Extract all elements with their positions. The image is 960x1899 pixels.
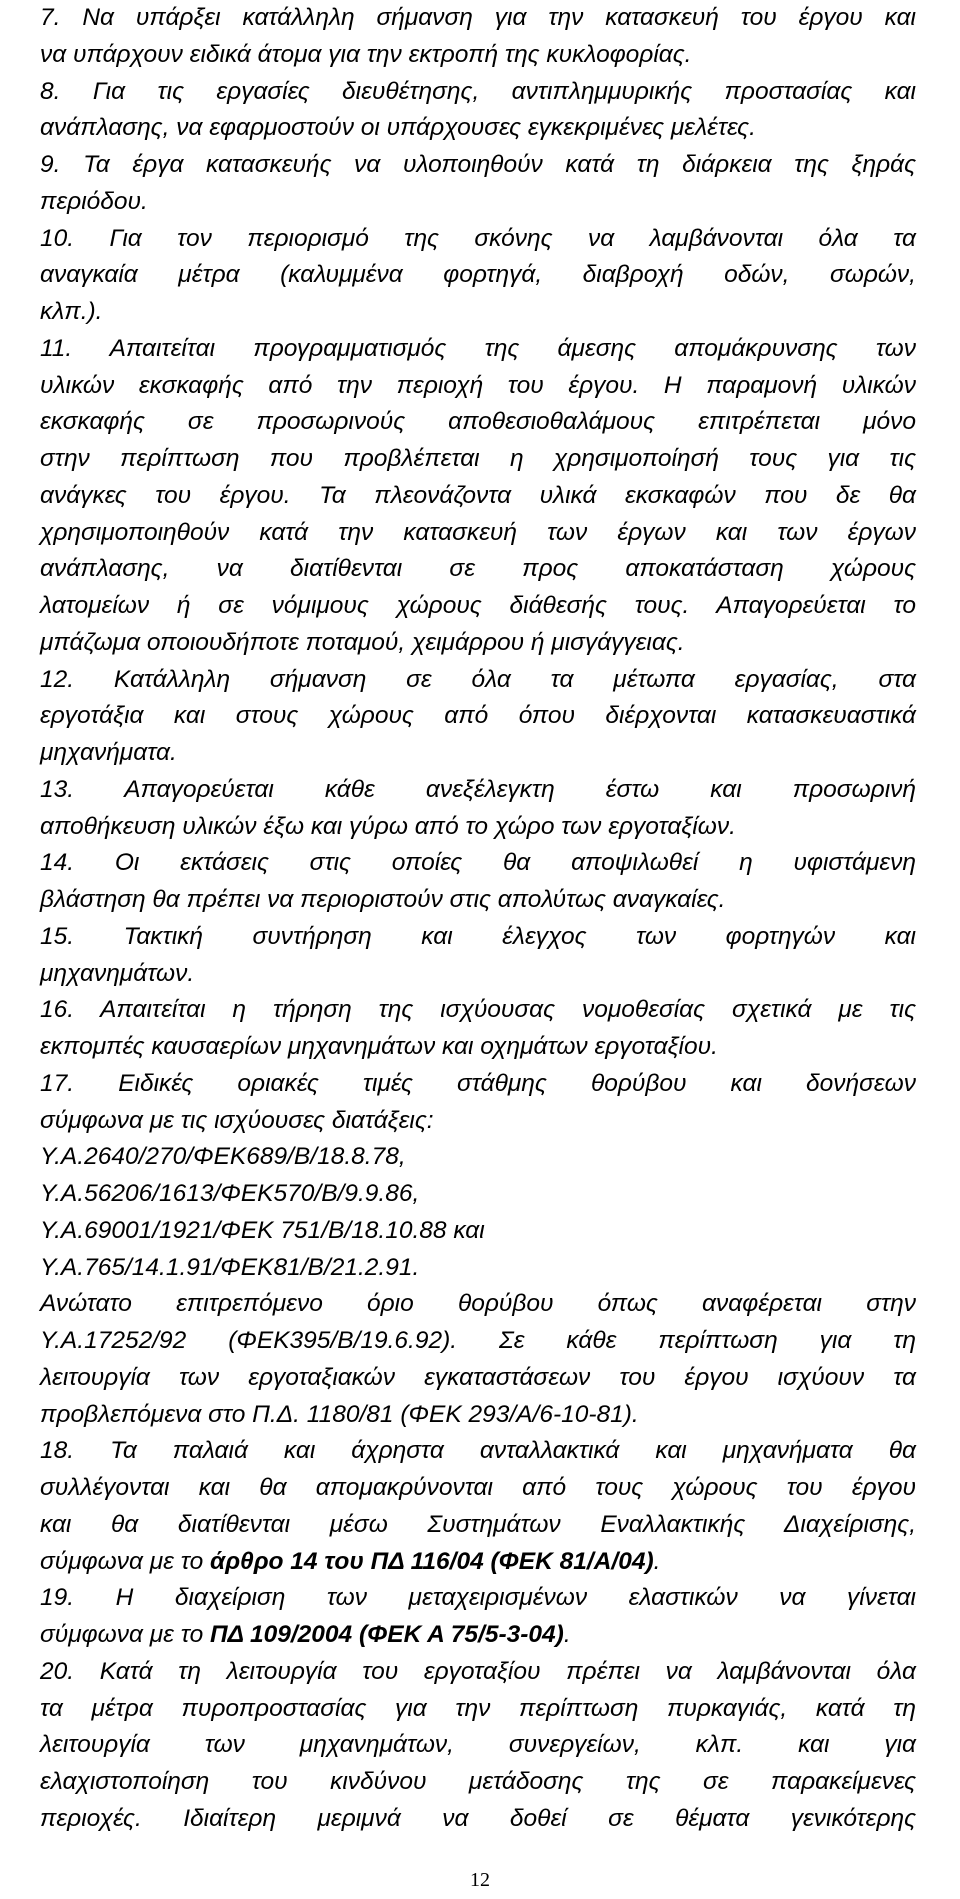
item-text: Ειδικές οριακές τιμές στάθμης θορύβου και δονήσεων	[118, 1069, 917, 1097]
item-7-line-2: να υπάρχουν ειδικά άτομα για την εκτροπή της κυκλοφορίας.	[40, 40, 692, 68]
item-11-line-6: χρησιμοποιηθούν κατά την κατασκευή των έργων και των έργων	[40, 518, 916, 546]
item-8-line-1	[40, 74, 916, 111]
item-11-line-1	[40, 331, 916, 368]
item-18-line-2: συλλέγονται και θα απομακρύνονται από τους χώρους του έργου	[40, 1474, 916, 1501]
item-11-line-8: λατομείων ή σε νόμιμους χώρους διάθεσής τους. Απαγορεύεται το	[40, 592, 916, 619]
item-11-line-3: εκσκαφής σε προσωρινούς αποθεσιοθαλάμους επιτρέπεται μόνο	[40, 408, 916, 436]
item-text: Τα παλαιά και άχρηστα ανταλλακτικά και μηχανήματα θα	[110, 1437, 916, 1465]
item-17-line-4: Υ.Α.56206/1613/ΦΕΚ570/Β/9.9.86,	[40, 1180, 420, 1207]
item-text: Απαγορεύεται κάθε ανεξέλεγκτη έστω και προσωρινή	[124, 775, 916, 803]
item-text: Κατά τη λειτουργία του εργοταξίου πρέπει να λαμβάνονται όλα	[99, 1657, 916, 1685]
item-8-line-2: ανάπλασης, να εφαρμοστούν οι υπάρχουσες εγκεκριμένες μελέτες.	[40, 114, 756, 142]
item-text: Για τον περιορισμό της σκόνης να λαμβάνονται όλα τα	[109, 224, 916, 252]
item-17-line-9: λειτουργία των εργοταξιακών εγκαταστάσεων του έργου ισχύουν τα	[40, 1363, 916, 1391]
item-7-line-1	[40, 0, 916, 37]
item-12-line-3: μηχανήματα.	[40, 739, 177, 766]
item-text: Κατάλληλη σήμανση σε όλα τα μέτωπα εργασίας, στα	[113, 665, 917, 693]
item-10-line-1	[40, 221, 916, 258]
item-number: 11.	[40, 334, 73, 362]
item-text: Να υπάρξει κατάλληλη σήμανση για την κατασκευή του έργου και	[82, 4, 916, 31]
item-number: 15.	[40, 922, 75, 950]
item-10-line-3: κλπ.).	[40, 298, 103, 325]
item-11-line-4: στην περίπτωση που προβλέπεται η χρησιμοποίησή τους για τις	[40, 445, 916, 472]
item-15-line-2: μηχανημάτων.	[40, 959, 195, 987]
item-17-line-2: σύμφωνα με τις ισχύουσες διατάξεις:	[40, 1106, 434, 1134]
item-17-line-10: προβλεπόμενα στο Π.Δ. 1180/81 (ΦΕΚ 293/Α/6-10-81).	[40, 1400, 639, 1428]
item-14-line-1	[40, 845, 916, 882]
item-9-line-1	[40, 147, 916, 184]
item-17-line-7: Ανώτατο επιτρεπόμενο όριο θορύβου όπως αναφέρεται στην	[40, 1290, 916, 1318]
item-text: .	[653, 1547, 661, 1575]
item-20-line-5: περιοχές. Ιδιαίτερη μεριμνά να δοθεί σε θέματα γενικότερης	[40, 1804, 916, 1832]
item-20-line-2: τα μέτρα πυροπροστασίας για την περίπτωση πυρκαγιάς, κατά τη	[40, 1694, 916, 1722]
item-number: 19.	[40, 1584, 75, 1612]
item-number: 9.	[40, 151, 61, 178]
item-text: Τα έργα κατασκευής να υλοποιηθούν κατά τη διάρκεια της ξηράς	[83, 151, 916, 178]
item-11-line-5: ανάγκες του έργου. Τα πλεονάζοντα υλικά εκσκαφών που δε θα	[40, 481, 916, 509]
legal-reference: ΠΔ 109/2004 (ΦΕΚ Α 75/5-3-04)	[210, 1621, 564, 1648]
item-19-line-2	[40, 1617, 916, 1654]
item-number: 12.	[40, 665, 75, 693]
item-10-line-2: αναγκαία μέτρα (καλυμμένα φορτηγά, διαβροχή οδών, σωρών,	[40, 261, 916, 289]
item-16-line-1	[40, 992, 916, 1029]
item-11-line-9: μπάζωμα οποιουδήποτε ποταμού, χειμάρρου ή μισγάγγειας.	[40, 628, 685, 656]
item-text: Τακτική συντήρηση και έλεγχος των φορτηγών και	[123, 922, 916, 950]
item-number: 14.	[40, 849, 75, 877]
item-number: 10.	[40, 224, 75, 252]
item-12-line-1	[40, 662, 916, 699]
item-text: .	[563, 1621, 571, 1648]
item-13-line-1	[40, 772, 916, 809]
item-13-line-2: αποθήκευση υλικών έξω και γύρω από το χώρο των εργοταξίων.	[40, 812, 736, 840]
item-text: σύμφωνα με το	[40, 1547, 211, 1575]
item-11-line-2: υλικών εκσκαφής από την περιοχή του έργου. Η παραμονή υλικών	[40, 371, 916, 399]
item-18-line-1	[40, 1433, 916, 1470]
item-text: Οι εκτάσεις στις οποίες θα αποψιλωθεί η υφιστάμενη	[114, 849, 916, 877]
item-17-line-8: Υ.Α.17252/92 (ΦΕΚ395/Β/19.6.92). Σε κάθε περίπτωση για τη	[40, 1327, 916, 1354]
item-text: Για τις εργασίες διευθέτησης, αντιπλημμυρικής προστασίας και	[92, 77, 916, 105]
item-11-line-7: ανάπλασης, να διατίθενται σε προς αποκατάσταση χώρους	[40, 555, 916, 583]
item-17-line-6: Υ.Α.765/14.1.91/ΦΕΚ81/Β/21.2.91.	[40, 1253, 420, 1281]
item-16-line-2: εκπομπές καυσαερίων μηχανημάτων και οχημάτων εργοταξίου.	[40, 1033, 718, 1060]
legal-reference: άρθρο 14 του ΠΔ 116/04 (ΦΕΚ 81/Α/04)	[210, 1547, 654, 1575]
page-number: 12	[470, 1869, 490, 1891]
item-17-line-5: Υ.Α.69001/1921/ΦΕΚ 751/Β/18.10.88 και	[40, 1216, 485, 1244]
item-number: 8.	[40, 77, 61, 105]
item-14-line-2: βλάστηση θα πρέπει να περιοριστούν στις απολύτως αναγκαίες.	[40, 886, 726, 913]
item-number: 13.	[40, 775, 75, 803]
item-12-line-2: εργοτάξια και στους χώρους από όπου διέρχονται κατασκευαστικά	[40, 702, 916, 730]
item-18-line-3: και θα διατίθενται μέσω Συστημάτων Εναλλακτικής Διαχείρισης,	[40, 1510, 916, 1538]
item-number: 20.	[40, 1657, 75, 1685]
item-9-line-2: περιόδου.	[40, 187, 148, 215]
item-text: Απαιτείται η τήρηση της ισχύουσας νομοθεσίας σχετικά με τις	[100, 996, 916, 1024]
item-text: σύμφωνα με το	[40, 1621, 211, 1648]
item-20-line-4: ελαχιστοποίηση του κινδύνου μετάδοσης της σε παρακείμενες	[40, 1768, 916, 1795]
item-15-line-1	[40, 919, 916, 956]
item-number: 18.	[40, 1437, 75, 1465]
item-number: 16.	[40, 996, 75, 1024]
item-18-line-4	[40, 1544, 916, 1581]
item-text: Η διαχείριση των μεταχειρισμένων ελαστικών να γίνεται	[115, 1584, 916, 1612]
item-19-line-1	[40, 1580, 916, 1617]
document-body	[40, 0, 916, 1838]
item-20-line-3: λειτουργία των μηχανημάτων, συνεργείων, κλπ. και για	[40, 1731, 916, 1759]
item-17-line-3: Υ.Α.2640/270/ΦΕΚ689/Β/18.8.78,	[40, 1143, 406, 1171]
item-20-line-1	[40, 1654, 916, 1691]
item-17-line-1	[40, 1066, 916, 1103]
item-text: Απαιτείται προγραμματισμός της άμεσης απομάκρυνσης των	[109, 334, 916, 362]
item-number: 7.	[40, 4, 61, 31]
item-number: 17.	[40, 1069, 75, 1097]
